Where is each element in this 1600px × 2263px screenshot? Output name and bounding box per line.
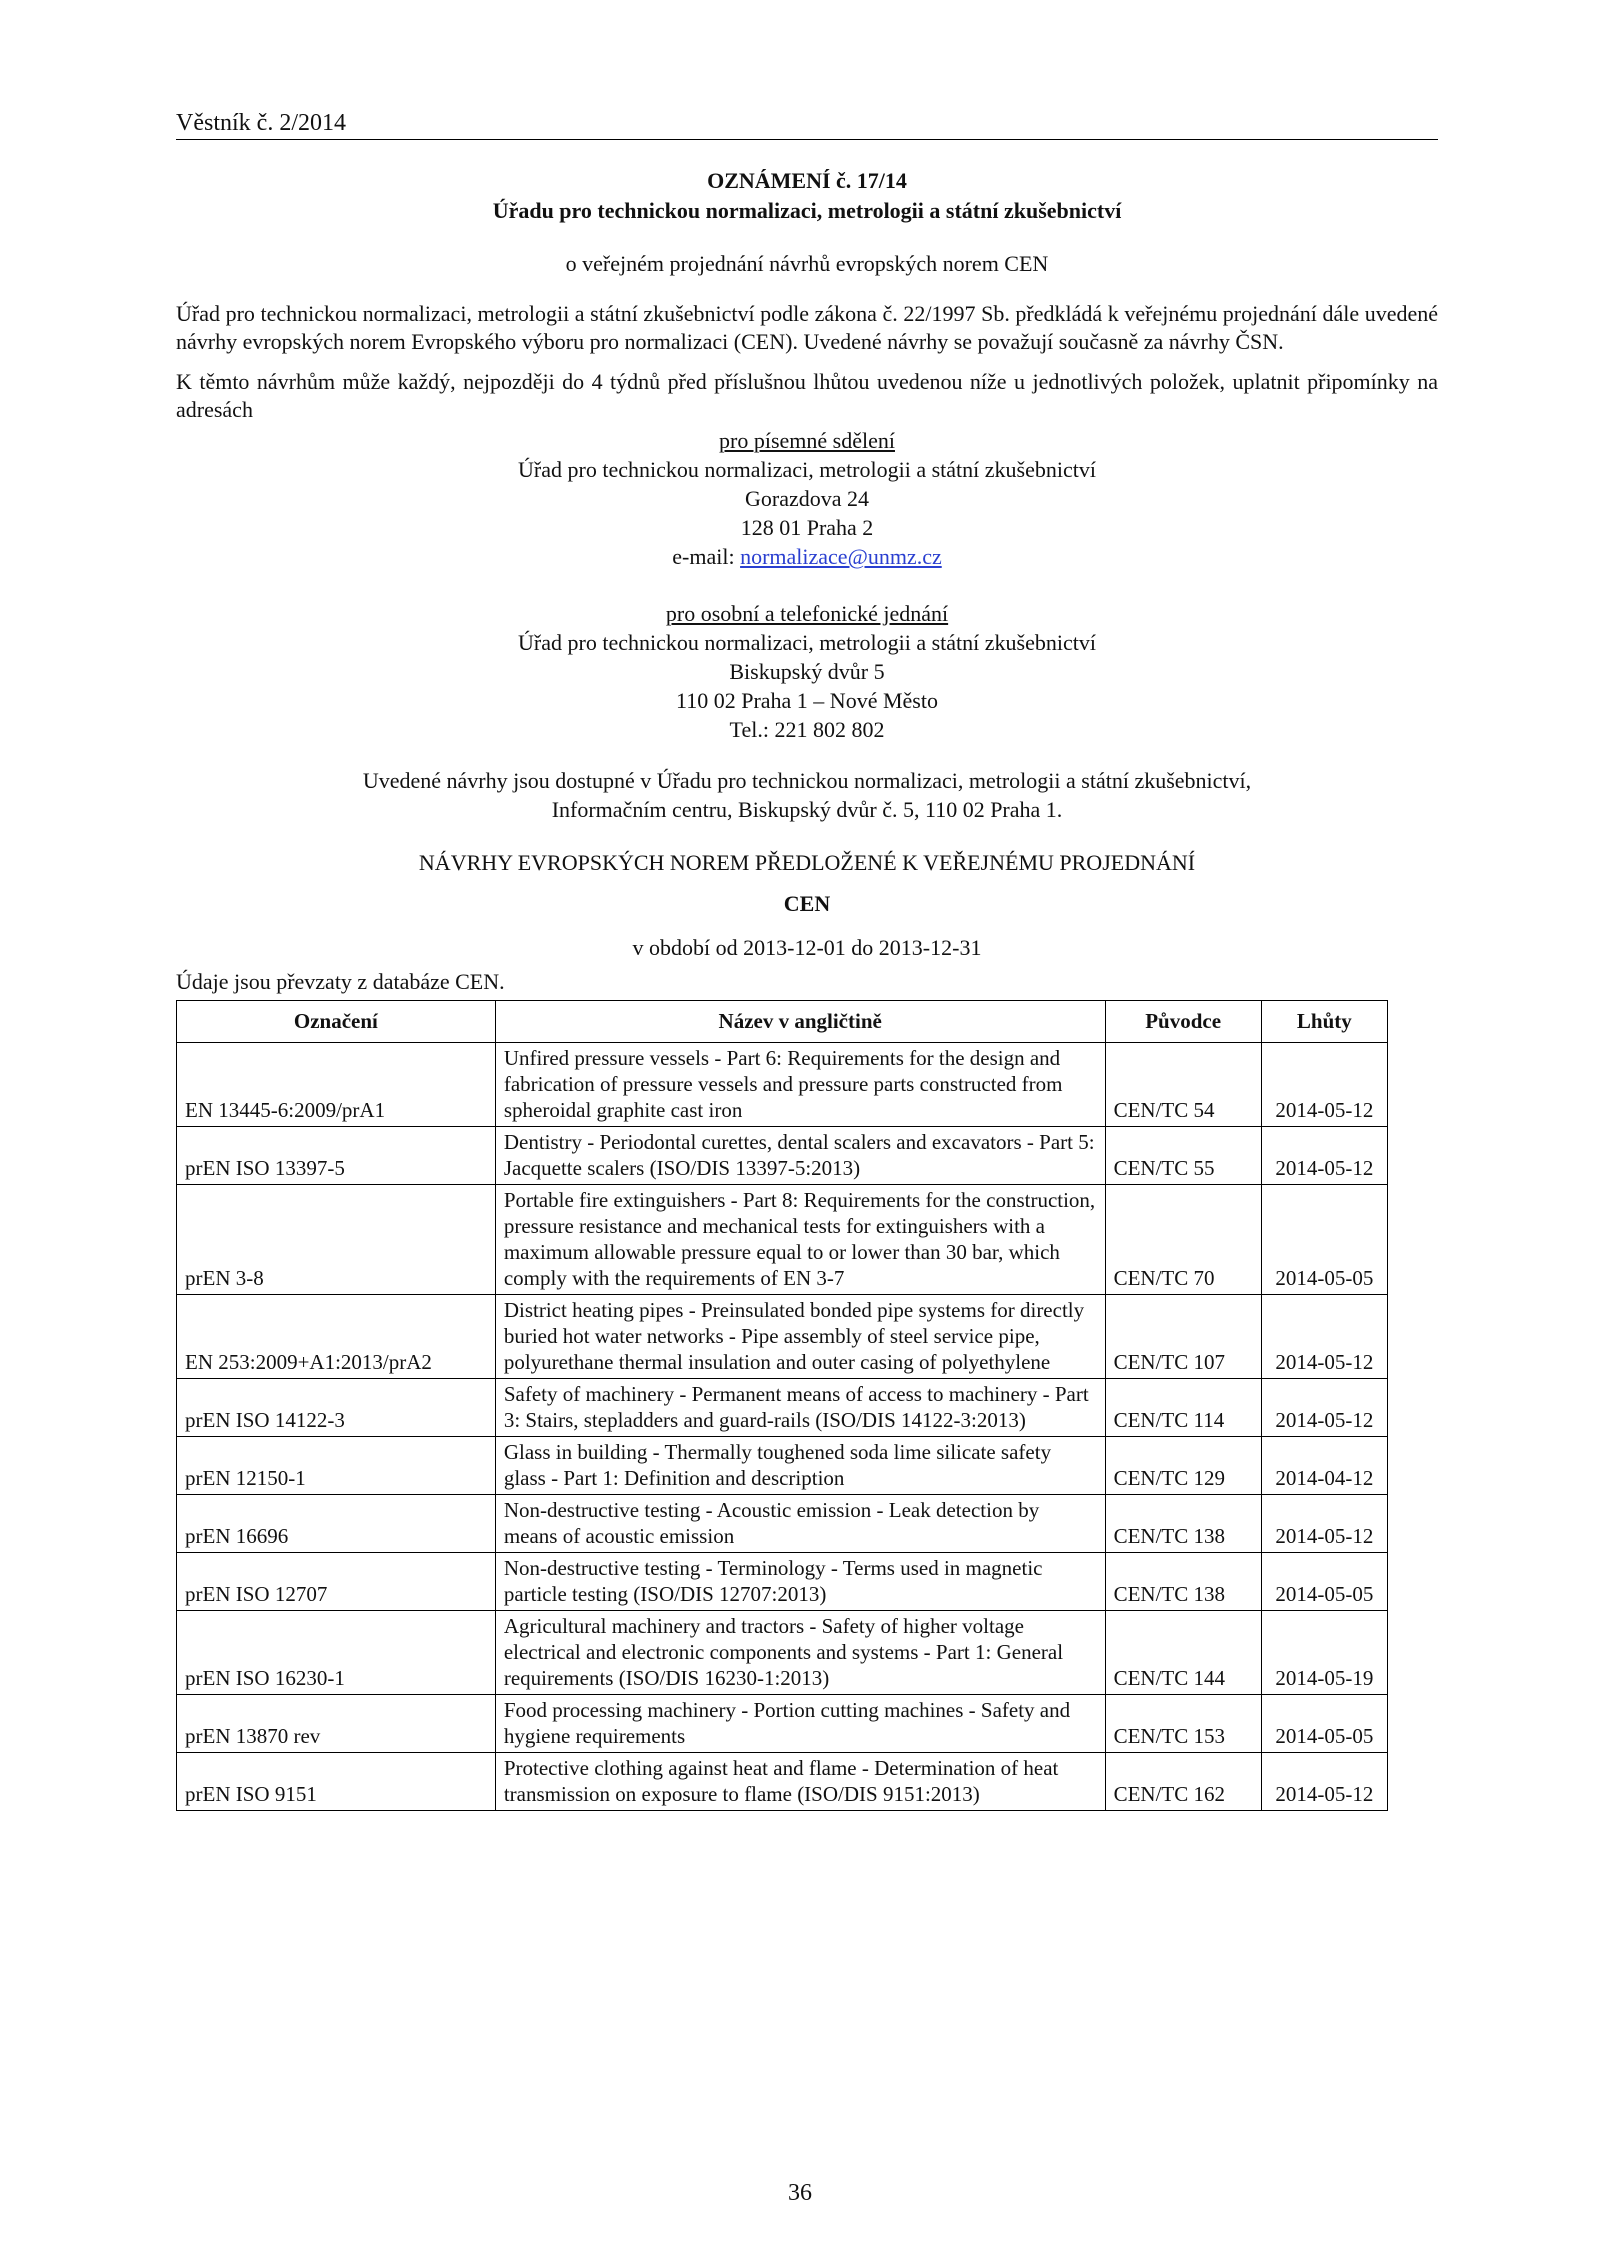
row-date: 2014-05-12 [1261,1379,1387,1437]
row-date: 2014-05-12 [1261,1295,1387,1379]
row-date: 2014-05-05 [1261,1553,1387,1611]
table-row [177,1043,1388,1127]
header-name: Název v angličtině [495,1001,1105,1043]
address-written-city: 128 01 Praha 2 [740,515,874,540]
row-org: CEN/TC 129 [1105,1437,1261,1495]
address-written-heading: pro písemné sdělení [719,428,895,453]
address-personal-city: 110 02 Praha 1 – Nové Město [676,688,938,713]
row-date: 2014-05-12 [1261,1043,1387,1127]
row-code: prEN ISO 9151 [177,1753,496,1811]
row-code: EN 13445-6:2009/prA1 [177,1043,496,1127]
comments-paragraph: K těmto návrhům může každý, nejpozději do 4 týdnů před příslušnou lhůtou uvedenou níže u jednotlivých položek, uplatnit připomínky na adresách [176,369,1438,422]
table-row [177,1695,1388,1753]
row-date: 2014-05-05 [1261,1695,1387,1753]
address-written-email-line [176,542,1438,571]
row-org: CEN/TC 70 [1105,1185,1261,1295]
availability-note [176,766,1438,824]
row-date: 2014-05-19 [1261,1611,1387,1695]
row-org: CEN/TC 114 [1105,1379,1261,1437]
header-date: Lhůty [1261,1001,1387,1043]
section-title: NÁVRHY EVROPSKÝCH NOREM PŘEDLOŽENÉ K VEŘEJNÉMU PROJEDNÁNÍ [418,850,1196,875]
address-personal-heading: pro osobní a telefonické jednání [665,601,949,626]
table-row [177,1379,1388,1437]
address-written-block [176,426,1438,571]
row-date: 2014-05-05 [1261,1185,1387,1295]
table-row [177,1753,1388,1811]
row-name: Non-destructive testing - Terminology - Terms used in magnetic particle testing (ISO/DIS 12707:2013) [495,1553,1105,1611]
row-date: 2014-04-12 [1261,1437,1387,1495]
row-name: Unfired pressure vessels - Part 6: Requirements for the design and fabrication of pressure vessels and pressure parts constructed from spheroidal graphite cast iron [495,1043,1105,1127]
address-personal-street: Biskupský dvůr 5 [729,659,885,684]
page-number: 36 [788,2180,812,2206]
address-personal-block [176,599,1438,744]
row-org: CEN/TC 138 [1105,1495,1261,1553]
row-code: prEN 3-8 [177,1185,496,1295]
header-code: Označení [177,1001,496,1043]
row-code: prEN 13870 rev [177,1695,496,1753]
address-written-street: Gorazdova 24 [744,486,869,511]
table-row [177,1295,1388,1379]
section-body: CEN [783,891,831,916]
row-code: prEN ISO 12707 [177,1553,496,1611]
row-date: 2014-05-12 [1261,1495,1387,1553]
source-note: Údaje jsou převzaty z databáze CEN. [176,969,505,994]
row-org: CEN/TC 144 [1105,1611,1261,1695]
row-name: Food processing machinery - Portion cutting machines - Safety and hygiene requirements [495,1695,1105,1753]
availability-line1: Uvedené návrhy jsou dostupné v Úřadu pro technickou normalizaci, metrologii a státní zkušebnictví, [362,768,1252,793]
row-date: 2014-05-12 [1261,1127,1387,1185]
address-personal-phone: Tel.: 221 802 802 [729,717,885,742]
row-org: CEN/TC 54 [1105,1043,1261,1127]
row-code: prEN 16696 [177,1495,496,1553]
intro-paragraph: Úřad pro technickou normalizaci, metrologii a státní zkušebnictví podle zákona č. 22/1997 Sb. předkládá k veřejnému projednání dále uvedené návrhy evropských norem Evropského výboru pro normalizaci (CEN). Uvedené návrhy se považují současně za návrhy ČSN. [176,301,1438,354]
table-header-row [177,1001,1388,1043]
row-org: CEN/TC 162 [1105,1753,1261,1811]
row-org: CEN/TC 138 [1105,1553,1261,1611]
row-name: District heating pipes - Preinsulated bonded pipe systems for directly buried hot water networks - Pipe assembly of steel service pipe, polyurethane thermal insulation and outer casing of polyethylene [495,1295,1105,1379]
row-name: Safety of machinery - Permanent means of access to machinery - Part 3: Stairs, stepladders and guard-rails (ISO/DIS 14122-3:2013) [495,1379,1105,1437]
email-label: e-mail: [672,544,741,569]
standards-table [176,1000,1388,1811]
availability-line2: Informačním centru, Biskupský dvůr č. 5, 110 02 Praha 1. [551,797,1063,822]
document-page [176,110,1438,1811]
address-written-org: Úřad pro technickou normalizaci, metrologii a státní zkušebnictví [518,457,1096,482]
row-name: Dentistry - Periodontal curettes, dental scalers and excavators - Part 5: Jacquette scalers (ISO/DIS 13397-5:2013) [495,1127,1105,1185]
announcement-number: OZNÁMENÍ č. 17/14 [707,168,907,193]
announcement-authority: Úřadu pro technickou normalizaci, metrologii a státní zkušebnictví [492,198,1122,223]
row-code: prEN 12150-1 [177,1437,496,1495]
row-org: CEN/TC 107 [1105,1295,1261,1379]
row-date: 2014-05-12 [1261,1753,1387,1811]
row-name: Protective clothing against heat and flame - Determination of heat transmission on exposure to flame (ISO/DIS 9151:2013) [495,1753,1105,1811]
row-org: CEN/TC 55 [1105,1127,1261,1185]
row-name: Non-destructive testing - Acoustic emission - Leak detection by means of acoustic emission [495,1495,1105,1553]
row-name: Glass in building - Thermally toughened soda lime silicate safety glass - Part 1: Definition and description [495,1437,1105,1495]
table-row [177,1437,1388,1495]
row-name: Agricultural machinery and tractors - Safety of higher voltage electrical and electronic components and systems - Part 1: General requirements (ISO/DIS 16230-1:2013) [495,1611,1105,1695]
address-personal-org: Úřad pro technickou normalizaci, metrologii a státní zkušebnictví [518,630,1096,655]
row-org: CEN/TC 153 [1105,1695,1261,1753]
email-link[interactable]: normalizace@unmz.cz [740,544,942,569]
row-code: EN 253:2009+A1:2013/prA2 [177,1295,496,1379]
journal-header: Věstník č. 2/2014 [176,110,1438,140]
row-code: prEN ISO 16230-1 [177,1611,496,1695]
header-org: Původce [1105,1001,1261,1043]
table-row [177,1127,1388,1185]
table-row [177,1495,1388,1553]
table-row [177,1553,1388,1611]
section-period: v období od 2013-12-01 do 2013-12-31 [632,935,982,960]
announcement-subject: o veřejném projednání návrhů evropských norem CEN [565,251,1049,276]
row-code: prEN ISO 13397-5 [177,1127,496,1185]
row-name: Portable fire extinguishers - Part 8: Requirements for the construction, pressure resistance and mechanical tests for extinguishers with a maximum allowable pressure equal to or lower than 30 bar, which comply with the requirements of EN 3-7 [495,1185,1105,1295]
row-code: prEN ISO 14122-3 [177,1379,496,1437]
table-row [177,1185,1388,1295]
table-row [177,1611,1388,1695]
